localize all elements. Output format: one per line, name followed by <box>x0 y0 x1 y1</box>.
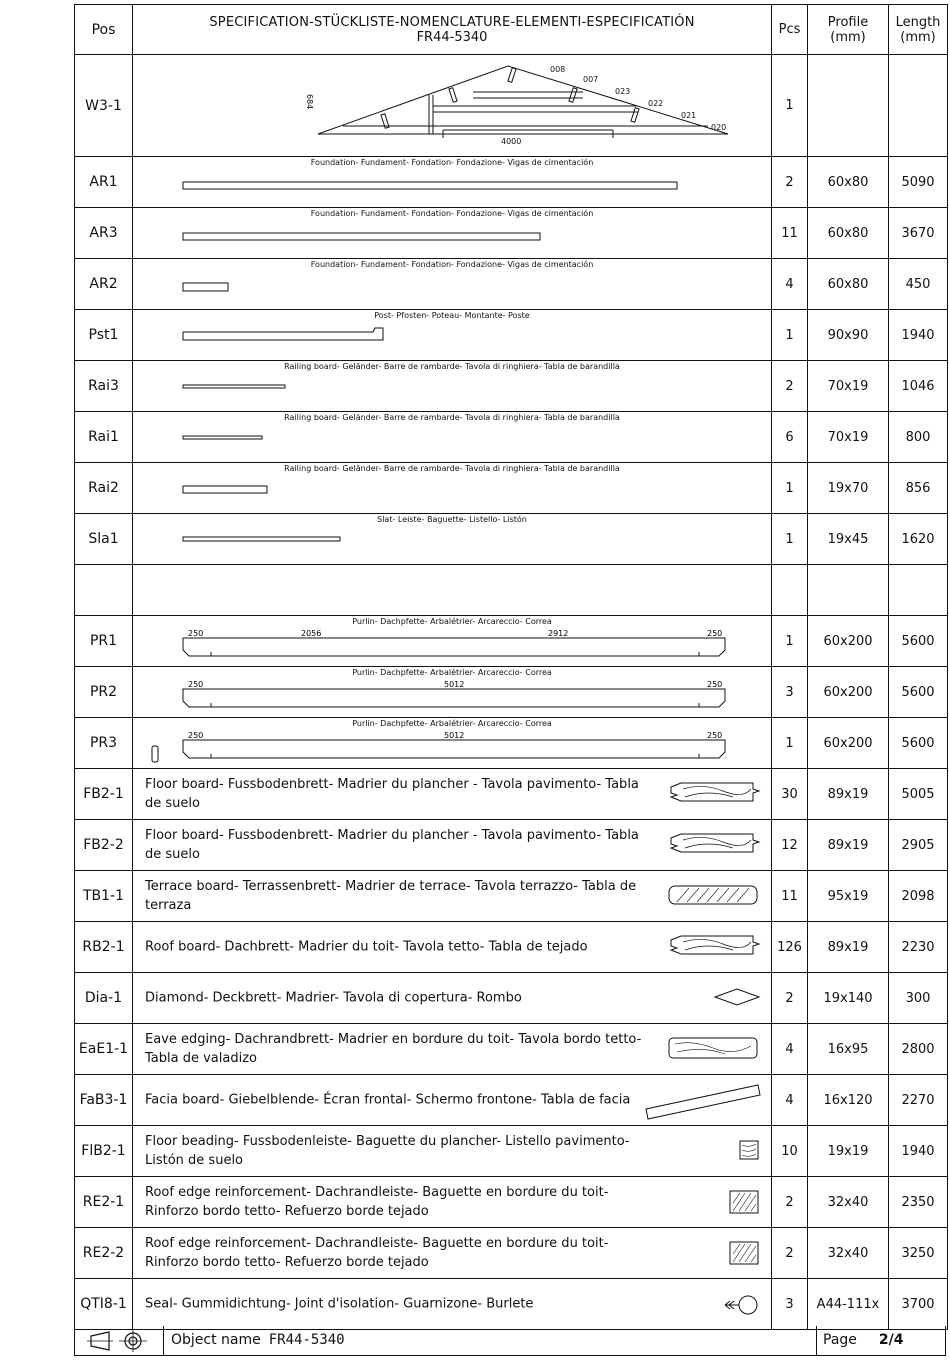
row-pos: AR2 <box>75 259 133 310</box>
tongue-groove-board-icon <box>663 922 763 972</box>
truss-label-022: 022 <box>648 98 664 108</box>
row-profile: 89x19 <box>808 922 889 973</box>
part-description: Facia board- Giebelblende- Écran frontal- Schermo frontone- Tabla de facia <box>145 1092 631 1108</box>
row-pos: RE2-2 <box>75 1228 133 1279</box>
row-length: 856 <box>889 463 948 514</box>
row-length: 1940 <box>889 1126 948 1177</box>
row-pcs: 1 <box>772 310 808 361</box>
row-profile: 60x80 <box>808 157 889 208</box>
part-caption: Purlin- Dachpfette- Arbalétrier- Arcareccio- Correa <box>352 617 552 626</box>
part-description: Floor board- Fussbodenbrett- Madrier du plancher - Tavola pavimento- Tabla de suelo <box>145 828 639 862</box>
row-length: 5600 <box>889 667 948 718</box>
dim-label: 250 <box>707 731 723 740</box>
purlin-outline <box>183 689 725 707</box>
table-row-rai1 <box>75 412 948 463</box>
part-caption: Foundation- Fundament- Fondation- Fondazione- Vigas de cimentación <box>310 158 594 167</box>
row-pos: FB2-1 <box>75 769 133 820</box>
page-label: Page <box>823 1332 857 1348</box>
row-pos: PR3 <box>75 718 133 769</box>
row-pcs: 1 <box>772 616 808 667</box>
row-pos: Rai1 <box>75 412 133 463</box>
eave-board-icon <box>663 1024 763 1074</box>
row-pos: Pst1 <box>75 310 133 361</box>
row-length: 2800 <box>889 1024 948 1075</box>
table-row-rb2-1 <box>75 922 948 973</box>
table-row-pst1 <box>75 310 948 361</box>
row-pos: AR1 <box>75 157 133 208</box>
part-caption: Railing board- Geländer- Barre de rambarde- Tavola di ringhiera- Tabla de barandilla <box>284 362 620 371</box>
row-length: 3700 <box>889 1279 948 1330</box>
row-pcs: 3 <box>772 667 808 718</box>
tongue-groove-board-icon <box>663 769 763 819</box>
dim-label: 5012 <box>444 680 465 689</box>
table-row-sla1 <box>75 514 948 565</box>
tongue-groove-board-icon <box>663 820 763 870</box>
row-profile: 16x120 <box>808 1075 889 1126</box>
purlin-drawing <box>133 718 771 768</box>
row-profile: 60x200 <box>808 616 889 667</box>
part-description: Eave edging- Dachrandbrett- Madrier en bordure du toit- Tavola bordo tetto- Tabla de valadizo <box>145 1032 642 1066</box>
terrace-board-icon <box>663 871 763 921</box>
row-length: 1620 <box>889 514 948 565</box>
board-outline <box>183 436 262 439</box>
part-caption: Foundation- Fundament- Fondation- Fondazione- Vigas de cimentación <box>310 260 594 269</box>
beam-outline <box>183 233 540 240</box>
row-pcs: 2 <box>772 361 808 412</box>
row-profile: 90x90 <box>808 310 889 361</box>
row-length: 800 <box>889 412 948 463</box>
row-profile: 16x95 <box>808 1024 889 1075</box>
beam-outline <box>183 283 228 291</box>
row-pcs: 2 <box>772 1177 808 1228</box>
row-length: 2350 <box>889 1177 948 1228</box>
header-pos: Pos <box>75 5 133 55</box>
purlin-outline <box>183 638 725 656</box>
row-profile: 19x70 <box>808 463 889 514</box>
table-row-fb2-1 <box>75 769 948 820</box>
row-pcs: 10 <box>772 1126 808 1177</box>
row-pos: Rai2 <box>75 463 133 514</box>
table-row-fab3-1 <box>75 1075 948 1126</box>
part-caption: Purlin- Dachpfette- Arbalétrier- Arcareccio- Correa <box>352 719 552 728</box>
table-row-pr2 <box>75 667 948 718</box>
row-pcs: 30 <box>772 769 808 820</box>
purlin-section <box>152 746 158 762</box>
row-profile: 19x140 <box>808 973 889 1024</box>
header-profile-unit: (mm) <box>830 29 866 45</box>
row-length: 3250 <box>889 1228 948 1279</box>
table-row-ar2 <box>75 259 948 310</box>
object-name <box>171 1332 345 1348</box>
part-drawing <box>133 259 771 309</box>
row-pos: PR2 <box>75 667 133 718</box>
board-outline <box>183 385 285 388</box>
row-length: 5005 <box>889 769 948 820</box>
row-pcs: 4 <box>772 1075 808 1126</box>
row-length: 5600 <box>889 718 948 769</box>
table-row-dia-1 <box>75 973 948 1024</box>
row-pos: FB2-2 <box>75 820 133 871</box>
row-profile: 19x45 <box>808 514 889 565</box>
row-pcs: 12 <box>772 820 808 871</box>
part-description: Floor board- Fussbodenbrett- Madrier du plancher - Tavola pavimento- Tabla de suelo <box>145 777 639 811</box>
part-description: Floor beading- Fussbodenleiste- Baguette du plancher- Listello pavimento- Listón de suelo <box>145 1134 630 1168</box>
row-pcs: 2 <box>772 973 808 1024</box>
reinforcement-icon <box>663 1177 763 1227</box>
purlin-outline <box>183 740 725 758</box>
dim-label: 250 <box>707 629 723 638</box>
part-caption: Railing board- Geländer- Barre de rambarde- Tavola di ringhiera- Tabla de barandilla <box>284 464 620 473</box>
row-profile: 60x80 <box>808 259 889 310</box>
part-caption: Railing board- Geländer- Barre de rambarde- Tavola di ringhiera- Tabla de barandilla <box>284 413 620 422</box>
row-length: 1940 <box>889 310 948 361</box>
row-pos: Sla1 <box>75 514 133 565</box>
table-row-rai2 <box>75 463 948 514</box>
row-profile: 60x200 <box>808 667 889 718</box>
table-row-pr1 <box>75 616 948 667</box>
table-row-flb2-1 <box>75 1126 948 1177</box>
row-profile: 19x19 <box>808 1126 889 1177</box>
row-pos: EaE1-1 <box>75 1024 133 1075</box>
row-profile: 89x19 <box>808 820 889 871</box>
table-row-rai3 <box>75 361 948 412</box>
row-pcs: 2 <box>772 157 808 208</box>
row-pos: QTI8-1 <box>75 1279 133 1330</box>
part-drawing <box>133 412 771 462</box>
row-pcs: 1 <box>772 55 808 157</box>
row-profile <box>808 55 889 157</box>
part-description: Roof edge reinforcement- Dachrandleiste- Baguette en bordure du toit- Rinforzo bordo tetto- Refuerzo borde tejado <box>145 1236 609 1270</box>
table-row-tb1-1 <box>75 871 948 922</box>
row-length: 2098 <box>889 871 948 922</box>
row-profile: 60x80 <box>808 208 889 259</box>
row-length: 3670 <box>889 208 948 259</box>
row-profile: 70x19 <box>808 412 889 463</box>
row-profile: 32x40 <box>808 1177 889 1228</box>
row-pos: TB1-1 <box>75 871 133 922</box>
truss-drawing-cell <box>133 55 772 157</box>
row-length <box>889 55 948 157</box>
page-number: 2/4 <box>878 1332 904 1348</box>
row-length: 300 <box>889 973 948 1024</box>
table-row-ar3 <box>75 208 948 259</box>
header-profile <box>808 5 889 55</box>
row-pos: RB2-1 <box>75 922 133 973</box>
part-description: Diamond- Deckbrett- Madrier- Tavola di copertura- Rombo <box>145 990 522 1006</box>
header-pcs: Pcs <box>772 5 808 55</box>
part-drawing <box>133 310 771 360</box>
row-pos: Rai3 <box>75 361 133 412</box>
diamond-icon <box>663 973 763 1023</box>
header-profile-label: Profile <box>827 14 869 30</box>
header-length-label: Length <box>895 14 941 30</box>
beading-icon <box>663 1126 763 1176</box>
row-profile: 89x19 <box>808 769 889 820</box>
row-profile: 32x40 <box>808 1228 889 1279</box>
row-pos: FlB2-1 <box>75 1126 133 1177</box>
part-caption: Slat- Leiste- Baguette- Listello- Listón <box>377 515 527 524</box>
table-row-pr3 <box>75 718 948 769</box>
seal-icon <box>663 1279 763 1329</box>
row-length: 5090 <box>889 157 948 208</box>
row-profile: 95x19 <box>808 871 889 922</box>
row-pcs: 1 <box>772 718 808 769</box>
dim-label: 2912 <box>548 629 569 638</box>
header-length-unit: (mm) <box>900 29 936 45</box>
part-drawing <box>133 463 771 513</box>
row-pcs: 2 <box>772 1228 808 1279</box>
part-description: Terrace board- Terrassenbrett- Madrier de terrace- Tavola terrazzo- Tabla de terraza <box>145 879 637 913</box>
dim-label: 250 <box>188 680 204 689</box>
part-drawing <box>133 361 771 411</box>
truss-label-007: 007 <box>583 74 599 84</box>
part-drawing <box>133 514 771 564</box>
truss-width-label: 4000 <box>501 136 522 146</box>
row-pos: FaB3-1 <box>75 1075 133 1126</box>
row-length: 2230 <box>889 922 948 973</box>
table-row-ar1 <box>75 157 948 208</box>
row-length: 450 <box>889 259 948 310</box>
row-length: 5600 <box>889 616 948 667</box>
truss-label-023: 023 <box>615 86 631 96</box>
dim-label: 250 <box>188 731 204 740</box>
table-row-fb2-2 <box>75 820 948 871</box>
row-length: 2270 <box>889 1075 948 1126</box>
dim-label: 250 <box>188 629 204 638</box>
table-row-re2-1 <box>75 1177 948 1228</box>
truss-label-021: 021 <box>681 110 697 120</box>
slat-outline <box>183 537 340 541</box>
row-pcs: 4 <box>772 1024 808 1075</box>
part-description: Roof edge reinforcement- Dachrandleiste- Baguette en bordure du toit- Rinforzo bordo tetto- Refuerzo borde tejado <box>145 1185 609 1219</box>
dim-label: 250 <box>707 680 723 689</box>
header-length <box>889 5 948 55</box>
row-pcs: 11 <box>772 208 808 259</box>
specification-sheet <box>74 4 946 1356</box>
table-row-qti8-1 <box>75 1279 948 1330</box>
row-pos: AR3 <box>75 208 133 259</box>
row-pos: PR1 <box>75 616 133 667</box>
part-description: Roof board- Dachbrett- Madrier du toit- Tavola tetto- Tabla de tejado <box>145 939 588 955</box>
projection-symbol-icon <box>87 1330 153 1352</box>
truss-label-008: 008 <box>550 64 566 74</box>
row-pcs: 126 <box>772 922 808 973</box>
part-description: Seal- Gummidichtung- Joint d'isolation- Guarnizone- Burlete <box>145 1296 534 1312</box>
object-name-label: Object name <box>171 1332 261 1348</box>
part-caption: Post- Pfosten- Poteau- Montante- Poste <box>374 311 530 320</box>
part-drawing <box>133 157 771 207</box>
part-caption: Foundation- Fundament- Fondation- Fondazione- Vigas de cimentación <box>310 209 594 218</box>
row-pcs: 11 <box>772 871 808 922</box>
dim-label: 5012 <box>444 731 465 740</box>
header-row <box>75 5 948 55</box>
facia-board-icon <box>638 1075 768 1125</box>
sheet-code: FR44-5340 <box>416 29 488 45</box>
row-pos: Dia-1 <box>75 973 133 1024</box>
row-profile: 60x200 <box>808 718 889 769</box>
row-length: 1046 <box>889 361 948 412</box>
row-pcs: 1 <box>772 514 808 565</box>
part-drawing <box>133 208 771 258</box>
page-indicator <box>823 1332 904 1348</box>
row-pcs: 4 <box>772 259 808 310</box>
row-pcs: 1 <box>772 463 808 514</box>
table-row-re2-2 <box>75 1228 948 1279</box>
object-name-value: FR44-5340 <box>268 1332 345 1348</box>
board-outline <box>183 486 267 493</box>
purlin-drawing <box>133 616 771 666</box>
table-row-empty <box>75 565 948 616</box>
row-pcs: 6 <box>772 412 808 463</box>
sheet-title: SPECIFICATION-STÜCKLISTE-NOMENCLATURE-ELEMENTI-ESPECIFICATIÓN <box>209 14 695 30</box>
row-length: 2905 <box>889 820 948 871</box>
title-block <box>74 1326 946 1356</box>
row-pcs: 3 <box>772 1279 808 1330</box>
beam-outline <box>183 182 677 189</box>
header-title <box>133 5 772 55</box>
reinforcement-icon <box>663 1228 763 1278</box>
purlin-drawing <box>133 667 771 717</box>
table-row-eae1-1 <box>75 1024 948 1075</box>
truss-label-020: 020 <box>711 122 727 132</box>
truss-height-label: 684 <box>305 93 314 109</box>
row-profile: A44-111x <box>808 1279 889 1330</box>
table-row-truss <box>75 55 948 157</box>
row-profile: 70x19 <box>808 361 889 412</box>
post-outline <box>183 328 383 340</box>
truss-drawing <box>133 56 771 156</box>
part-caption: Purlin- Dachpfette- Arbalétrier- Arcareccio- Correa <box>352 668 552 677</box>
specification-table <box>74 4 948 1330</box>
dim-label: 2056 <box>301 629 322 638</box>
row-pos: RE2-1 <box>75 1177 133 1228</box>
row-pos: W3-1 <box>75 55 133 157</box>
